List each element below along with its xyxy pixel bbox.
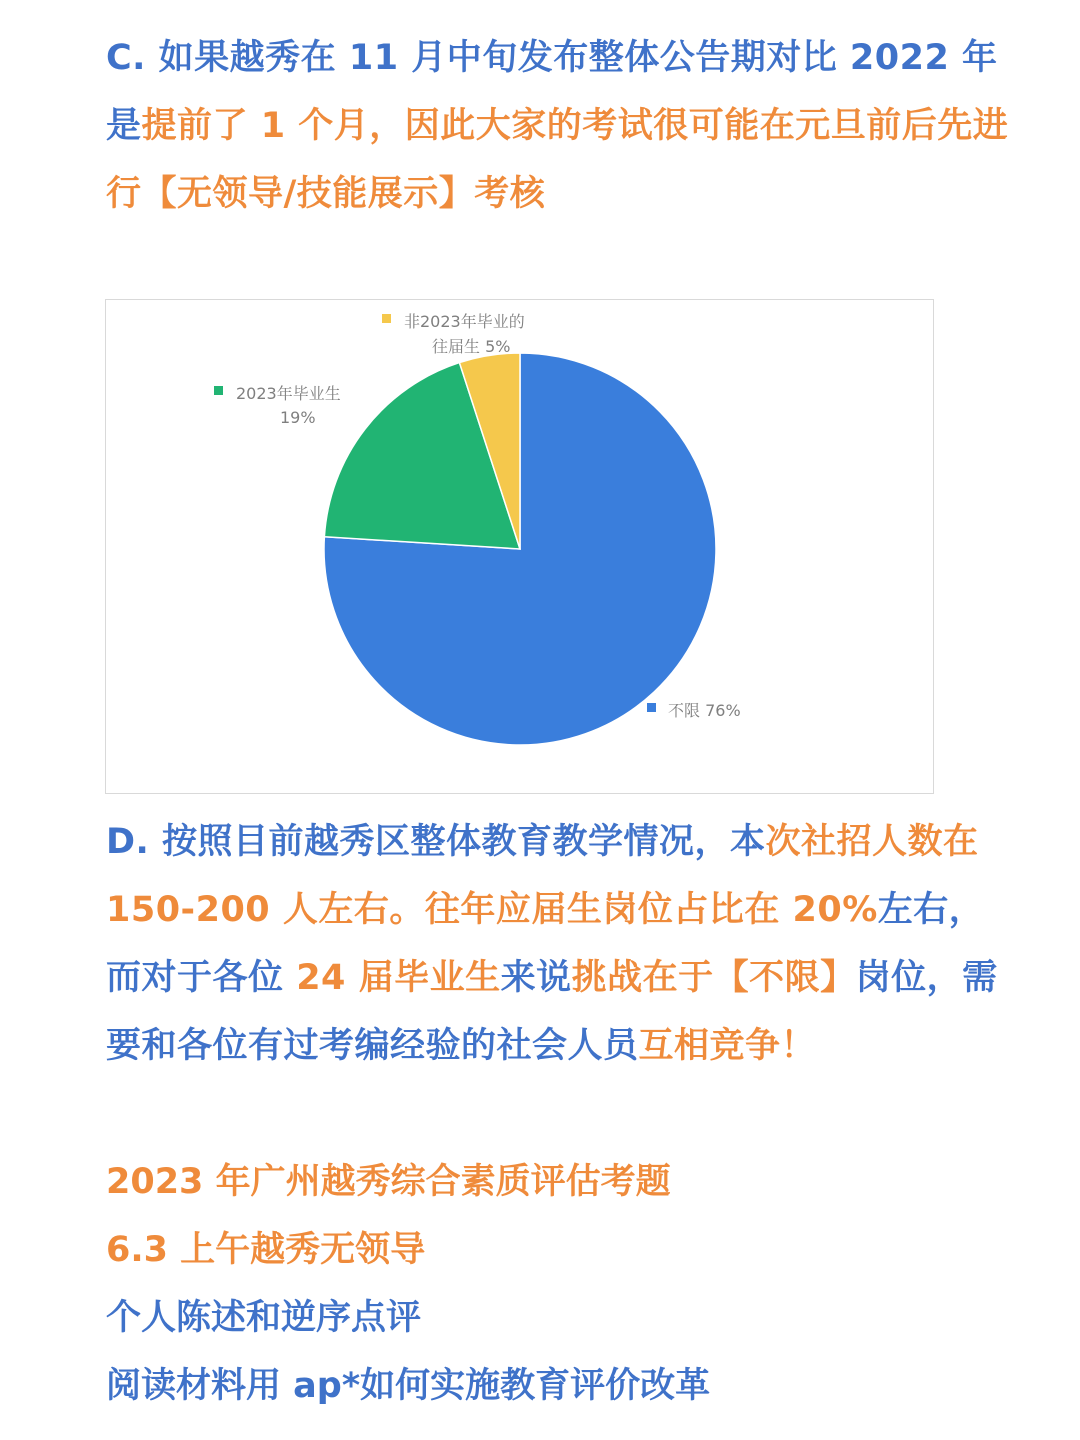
paragraph-c — [106, 24, 1016, 228]
slice-label-unlimited: 不限 76% — [668, 701, 741, 720]
slice-percent-2023-graduates: 19% — [280, 408, 316, 427]
para-d-run: 互相竞争！ — [638, 1026, 817, 1066]
legend-key-past-graduates — [382, 314, 391, 323]
para-c-run: 提前了 1 个月，因此大家的考试很可能在元旦前后先进行【无领导/技能展示】考核 — [106, 106, 1009, 214]
para-d-run: 岗位，需要和各位有过考编经验的社会人员 — [106, 958, 998, 1066]
task-heading: 个人陈述和逆序点评 — [106, 1298, 422, 1338]
slice-label-past-graduates-line1: 非2023年毕业的 — [404, 312, 525, 331]
para-d-run: 次社招人数在 150-200 人左右。往年应届生岗位占比在 20% — [106, 822, 979, 930]
paragraph-d — [106, 808, 1016, 1080]
slice-label-2023-graduates: 2023年毕业生 — [236, 384, 341, 403]
para-d-run: 挑战在于【不限】 — [571, 958, 856, 998]
para-d-run: 来说 — [500, 958, 572, 998]
para-d-run: 24 届毕业生 — [296, 958, 501, 998]
legend-key-unlimited — [647, 703, 656, 712]
para-c-run: C. 如果越秀在 11 月中旬发布整体公告期对比 2022 年是 — [106, 38, 998, 146]
exam-title-heading: 2023 年广州越秀综合素质评估考题 — [106, 1162, 671, 1202]
para-d-run: D. 按照目前越秀区整体教育教学情况，本 — [106, 822, 766, 862]
legend-key-2023-graduates — [214, 386, 223, 395]
session-heading: 6.3 上午越秀无领导 — [106, 1230, 426, 1270]
para-d-run: 左右，而对于各位 — [106, 890, 985, 998]
material-heading: 阅读材料用 ap*如何实施教育评价改革 — [106, 1366, 711, 1406]
slice-label-past-graduates-line2: 往届生 5% — [432, 337, 511, 356]
pie-chart-svg — [106, 300, 935, 795]
pie-chart — [105, 299, 934, 794]
